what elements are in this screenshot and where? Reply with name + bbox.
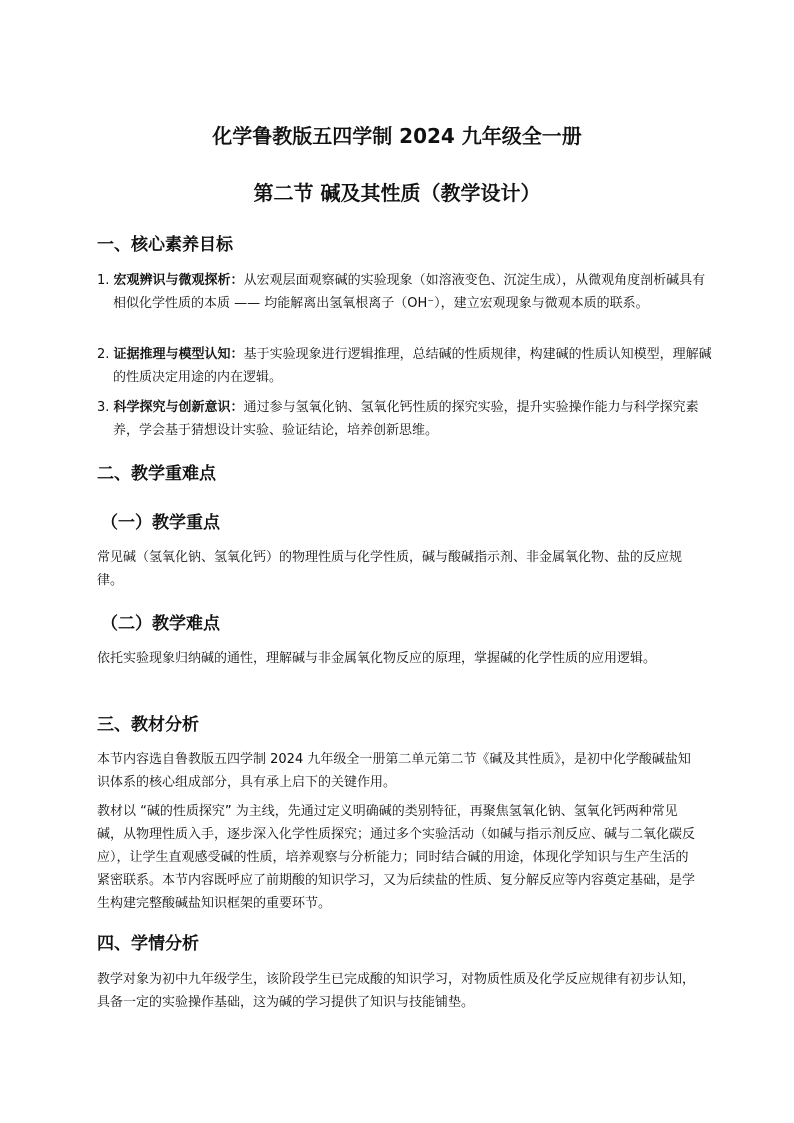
textbook-paragraph-2: 教材以 “碱的性质探究” 为主线，先通过定义明确碱的类别特征，再聚焦氢氧化钠、氢氧化钙两种常见碱，从物理性质入手，逐步深入化学性质探究；通过多个实验活动（如碱与指示剂反应、碱与二氧化碳反应），让学生直观感受碱的性质，培养观察与分析能力；同时结合碱的用途，体现化学知识与生产生活的紧密联系。本节内容既呼应了前期酸的知识学习，又为后续盐的性质、复分解反应等内容奠定基础，是学生构建完整酸碱盐知识框架的重要环节。 — [97, 804, 696, 911]
goal-item-2 — [97, 343, 713, 389]
subsection-heading-focus: （一）教学重点 — [101, 513, 220, 533]
goal-item-text: 从宏观层面观察碱的实验现象（如溶液变色、沉淀生成），从微观角度剖析碱具有相似化学性质的本质 —— 均能解离出氢氧根离子（OH⁻），建立宏观现象与微观本质的联系。 — [113, 273, 706, 311]
goal-item-number: 1. — [97, 273, 110, 288]
document-subtitle: 第二节 碱及其性质（教学设计） — [253, 181, 541, 205]
goal-item-label: 宏观辨识与微观探析： — [113, 273, 244, 288]
document-title: 化学鲁教版五四学制 2024 九年级全一册 — [212, 124, 582, 148]
section-heading-students: 四、学情分析 — [97, 934, 199, 954]
textbook-paragraph-1: 本节内容选自鲁教版五四学制 2024 九年级全一册第二单元第二节《碱及其性质》，是初中化学酸碱盐知识体系的核心组成部分，具有承上启下的关键作用。 — [97, 752, 691, 790]
goal-item-3 — [97, 396, 713, 442]
section-heading-key-points: 二、教学重难点 — [97, 464, 216, 484]
goal-item-text: 基于实验现象进行逻辑推理，总结碱的性质规律，构建碱的性质认知模型，理解碱的性质决定用途的内在逻辑。 — [113, 347, 712, 385]
students-paragraph: 教学对象为初中九年级学生，该阶段学生已完成酸的知识学习，对物质性质及化学反应规律有初步认知，具备一定的实验操作基础，这为碱的学习提供了知识与技能铺垫。 — [97, 972, 696, 1010]
section-heading-goals: 一、核心素养目标 — [97, 235, 233, 255]
goal-item-number: 2. — [97, 347, 110, 362]
goal-item-text: 通过参与氢氧化钠、氢氧化钙性质的探究实验，提升实验操作能力与科学探究素养，学会基于猜想设计实验、验证结论，培养创新思维。 — [113, 400, 699, 438]
difficulty-paragraph: 依托实验现象归纳碱的通性，理解碱与非金属氧化物反应的原理，掌握碱的化学性质的应用逻辑。 — [97, 651, 657, 666]
goal-item-1 — [97, 269, 713, 315]
goal-item-number: 3. — [97, 400, 110, 415]
focus-paragraph: 常见碱（氢氧化钠、氢氧化钙）的物理性质与化学性质，碱与酸碱指示剂、非金属氧化物、盐的反应规律。 — [97, 550, 683, 588]
goal-item-label: 证据推理与模型认知： — [113, 347, 244, 362]
section-heading-textbook: 三、教材分析 — [97, 715, 199, 735]
goal-item-label: 科学探究与创新意识： — [113, 400, 244, 415]
subsection-heading-difficulty: （二）教学难点 — [101, 614, 220, 634]
